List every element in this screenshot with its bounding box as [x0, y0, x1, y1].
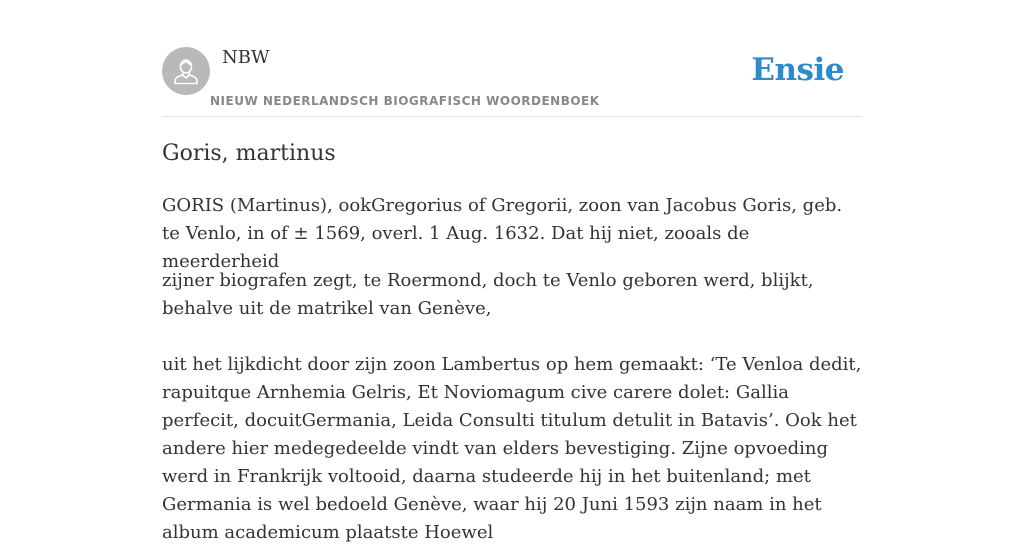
page-title: Goris, martinus: [162, 141, 336, 166]
article-paragraph: GORIS (Martinus), ookGregorius of Gregorii, zoon van Jacobus Goris, geb. te Venlo, in of ± 1569, overl. 1 Aug. 1632. Dat hij niet, zooals de meerderheid: [162, 195, 843, 272]
user-silhouette-icon: [162, 47, 210, 95]
article-paragraph: uit het lijkdicht door zijn zoon Lambertus op hem gemaakt: ‘Te Venloa dedit, rapuitque Arnhemia Gelris, Et Noviomagum cive carere dolet: Gallia perfecit, docuitGermania, Leida Consulti titulum detulit in Batavis’. Ook het andere hier medegedeelde vindt van elders bevestiging. Zijne opvoeding werd in Frankrijk voltooid, daarna studeerde hij in het buitenland; met Germania is wel bedoeld Genève, waar hij 20 Juni 1593 zijn naam in het album academicum plaatste Hoewel: [162, 354, 862, 543]
article-paragraph: zijner biografen zegt, te Roermond, doch te Venlo geboren werd, blijkt, behalve uit de matrikel van Genève,: [162, 270, 814, 319]
source-subtitle[interactable]: NIEUW NEDERLANDSCH BIOGRAFISCH WOORDENBOEK: [210, 94, 600, 108]
source-name[interactable]: NBW: [222, 47, 270, 68]
source-header: [162, 46, 862, 117]
brand-logo[interactable]: Ensie: [751, 52, 844, 88]
